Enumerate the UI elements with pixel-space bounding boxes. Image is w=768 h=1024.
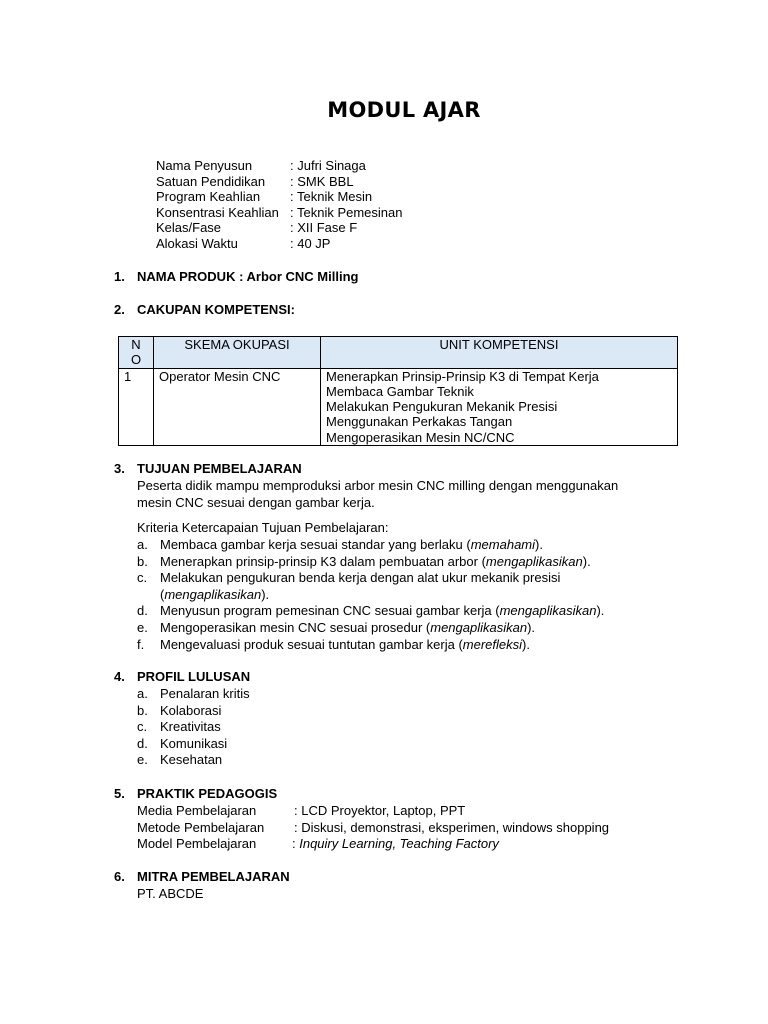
section-heading-profil-lulusan xyxy=(114,669,250,685)
pedagogis-label: Media Pembelajaran xyxy=(137,803,257,818)
cell-unit-list xyxy=(321,368,678,445)
section-number: 6. xyxy=(114,869,125,884)
table-row xyxy=(119,368,678,445)
section-heading-praktik-pedagogis xyxy=(114,786,277,802)
section-heading-cakupan-kompetensi xyxy=(114,302,295,318)
list-emphasis: mengaplikasikan xyxy=(430,619,528,635)
identitas-row xyxy=(156,205,403,221)
section-heading-tujuan xyxy=(114,461,302,477)
list-text: Kolaborasi xyxy=(160,702,222,718)
list-item xyxy=(137,554,604,571)
pedagogis-row xyxy=(137,803,609,820)
identitas-value: : 40 JP xyxy=(290,235,331,251)
section-heading-nama-produk xyxy=(114,269,358,285)
cell-no: 1 xyxy=(119,368,154,445)
list-emphasis: mengaplikasikan xyxy=(499,603,597,619)
list-letter: d. xyxy=(137,603,148,619)
column-header-no-line2: O xyxy=(130,352,142,368)
section-title: NAMA PRODUK : Arbor CNC Milling xyxy=(137,269,359,284)
section-title: CAKUPAN KOMPETENSI: xyxy=(137,302,295,317)
list-text: Menerapkan prinsip-prinsip K3 dalam pembuatan arbor ( xyxy=(160,553,486,569)
section-title: PROFIL LULUSAN xyxy=(137,669,251,684)
identitas-label: Konsentrasi Keahlian xyxy=(156,204,279,220)
column-header-no-line1: N xyxy=(131,337,141,352)
identitas-value: : Jufri Sinaga xyxy=(290,158,366,173)
section-title: MITRA PEMBELAJARAN xyxy=(137,869,290,884)
list-item xyxy=(137,703,250,720)
identitas-label: Satuan Pendidikan xyxy=(156,173,266,189)
list-item xyxy=(137,570,604,587)
list-letter: a. xyxy=(137,537,148,552)
list-text: ( xyxy=(160,586,165,602)
list-text: Membaca gambar kerja sesuai standar yang berlaku ( xyxy=(160,537,471,552)
pedagogis-value: : Diskusi, demonstrasi, eksperimen, windows shopping xyxy=(294,819,610,835)
list-emphasis: mengaplikasikan xyxy=(485,553,583,569)
mitra-text: PT. ABCDE xyxy=(137,886,204,901)
list-emphasis: merefleksi xyxy=(462,636,523,652)
list-text-after: ). xyxy=(527,619,536,635)
pedagogis-row xyxy=(137,836,609,853)
list-item xyxy=(137,603,604,620)
list-letter: f. xyxy=(137,636,145,652)
identitas-label: Nama Penyusun xyxy=(156,158,253,173)
section-number: 4. xyxy=(114,669,125,684)
list-item xyxy=(137,736,250,753)
pedagogis-value-emphasis: Inquiry Learning, Teaching Factory xyxy=(299,836,499,852)
section-number: 5. xyxy=(114,786,125,801)
section-heading-mitra xyxy=(114,869,290,885)
document-title: MODUL AJAR xyxy=(327,98,481,122)
list-text: Mengoperasikan mesin CNC sesuai prosedur ( xyxy=(160,619,431,635)
identitas-value: : Teknik Mesin xyxy=(290,189,373,205)
identitas-row xyxy=(156,220,403,236)
list-letter: e. xyxy=(137,619,148,635)
identitas-label: Kelas/Fase xyxy=(156,220,222,236)
pedagogis-row xyxy=(137,820,609,837)
list-text-after: ). xyxy=(261,586,270,602)
paragraph-line: mesin CNC sesuai dengan gambar kerja. xyxy=(137,494,375,510)
list-letter: d. xyxy=(137,735,148,751)
identitas-label: Alokasi Waktu xyxy=(156,235,238,251)
list-item xyxy=(137,637,604,654)
list-item xyxy=(137,719,250,736)
list-letter: c. xyxy=(137,570,148,586)
section-number: 1. xyxy=(114,269,125,284)
list-text-after: ). xyxy=(535,537,543,552)
identitas-value: : XII Fase F xyxy=(290,220,358,236)
list-emphasis: memahami xyxy=(470,537,536,552)
cell-skema: Operator Mesin CNC xyxy=(154,368,321,445)
identitas-row xyxy=(156,158,403,174)
kriteria-list xyxy=(137,537,604,653)
pedagogis-label: Model Pembelajaran xyxy=(137,836,257,852)
tujuan-paragraph xyxy=(137,478,697,511)
list-item xyxy=(137,752,250,769)
list-letter: e. xyxy=(137,752,148,768)
list-letter: b. xyxy=(137,553,148,569)
list-text-after: ). xyxy=(582,553,591,569)
identitas-value: : SMK BBL xyxy=(290,173,354,189)
list-text: Kesehatan xyxy=(160,752,223,768)
unit-item: Membaca Gambar Teknik xyxy=(326,383,474,399)
identitas-row xyxy=(156,174,403,190)
list-letter: b. xyxy=(137,702,148,718)
list-text: Penalaran kritis xyxy=(160,686,250,701)
section-title: PRAKTIK PEDAGOGIS xyxy=(137,786,278,801)
unit-item: Mengoperasikan Mesin NC/CNC xyxy=(326,429,515,445)
kompetensi-table xyxy=(118,336,678,446)
identitas-label: Program Keahlian xyxy=(156,189,261,205)
identitas-value: : Teknik Pemesinan xyxy=(290,204,403,220)
list-text: Komunikasi xyxy=(160,735,228,751)
section-number: 3. xyxy=(114,461,125,476)
profil-list xyxy=(137,686,250,769)
paragraph-line: Peserta didik mampu memproduksi arbor mesin CNC milling dengan menggunakan xyxy=(137,478,619,493)
identitas-block xyxy=(156,158,403,252)
table-header-row xyxy=(119,337,678,369)
list-text: Menyusun program pemesinan CNC sesuai gambar kerja ( xyxy=(160,603,500,619)
list-item xyxy=(137,620,604,637)
column-header-skema: SKEMA OKUPASI xyxy=(154,337,321,369)
unit-item: Menerapkan Prinsip-Prinsip K3 di Tempat Kerja xyxy=(326,368,599,384)
identitas-row xyxy=(156,189,403,205)
column-header-unit: UNIT KOMPETENSI xyxy=(321,337,678,369)
list-text-after: ). xyxy=(522,636,530,652)
section-number: 2. xyxy=(114,302,125,317)
pedagogis-value: : LCD Proyektor, Laptop, PPT xyxy=(294,803,466,818)
column-header-no xyxy=(119,337,154,369)
unit-item: Menggunakan Perkakas Tangan xyxy=(326,414,513,430)
list-item xyxy=(137,686,250,703)
section-title: TUJUAN PEMBELAJARAN xyxy=(137,461,302,476)
pedagogis-value: : xyxy=(292,836,300,852)
unit-item: Melakukan Pengukuran Mekanik Presisi xyxy=(326,399,558,415)
list-item-continuation xyxy=(137,587,604,604)
list-letter: c. xyxy=(137,719,148,735)
kriteria-heading: Kriteria Ketercapaian Tujuan Pembelajaran: xyxy=(137,520,389,535)
list-text: Melakukan pengukuran benda kerja dengan alat ukur mekanik presisi xyxy=(160,570,561,586)
list-item xyxy=(137,537,604,554)
list-letter: a. xyxy=(137,686,148,701)
identitas-row xyxy=(156,236,403,252)
pedagogis-block xyxy=(137,803,609,853)
list-text: Mengevaluasi produk sesuai tuntutan gambar kerja ( xyxy=(160,636,463,652)
pedagogis-label: Metode Pembelajaran xyxy=(137,819,265,835)
list-text-after: ). xyxy=(596,603,605,619)
list-text: Kreativitas xyxy=(160,719,221,735)
list-emphasis: mengaplikasikan xyxy=(164,586,262,602)
